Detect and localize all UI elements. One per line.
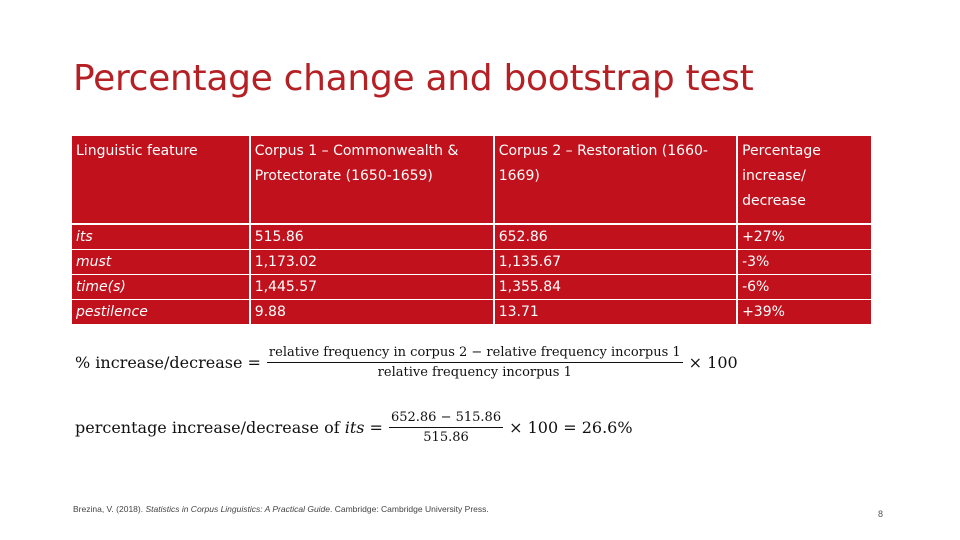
example-variable: its — [344, 418, 365, 437]
example-lhs-text: percentage increase/decrease of — [75, 418, 345, 437]
formula-fraction — [267, 345, 683, 380]
header-linguistic-feature: Linguistic feature — [72, 136, 250, 224]
feature-cell: its — [72, 224, 250, 250]
slide-title: Percentage change and bootstrap test — [73, 58, 754, 99]
header-corpus-2: Corpus 2 – Restoration (1660-1669) — [494, 136, 737, 224]
corpus-2-cell: 652.86 — [494, 224, 737, 250]
percentage-cell: +27% — [737, 224, 871, 250]
corpus-2-cell: 13.71 — [494, 300, 737, 325]
percentage-cell: -6% — [737, 275, 871, 300]
example-rhs: × 100 = 26.6% — [509, 418, 633, 437]
citation-suffix: . Cambridge: Cambridge University Press. — [330, 504, 489, 514]
formula-numerator: relative frequency in corpus 2 − relative frequency incorpus 1 — [267, 345, 683, 363]
table-row — [72, 275, 871, 300]
example-calculation — [75, 410, 633, 445]
feature-cell: pestilence — [72, 300, 250, 325]
formula-denominator: relative frequency incorpus 1 — [377, 365, 572, 380]
table-row — [72, 224, 871, 250]
table-row — [72, 300, 871, 325]
corpus-1-cell: 1,445.57 — [250, 275, 494, 300]
header-corpus-1: Corpus 1 – Commonwealth & Protectorate (1650-1659) — [250, 136, 494, 224]
percentage-formula — [75, 345, 738, 380]
header-percentage-change: Percentage increase/ decrease — [737, 136, 871, 224]
citation — [73, 504, 489, 514]
feature-cell: time(s) — [72, 275, 250, 300]
formula-rhs: × 100 — [688, 353, 738, 372]
citation-book-title: Statistics in Corpus Linguistics: A Practical Guide — [145, 504, 331, 514]
example-fraction — [389, 410, 503, 445]
example-denominator: 515.86 — [423, 430, 469, 445]
corpus-2-cell: 1,355.84 — [494, 275, 737, 300]
percentage-cell: +39% — [737, 300, 871, 325]
corpus-1-cell: 9.88 — [250, 300, 494, 325]
example-numerator: 652.86 − 515.86 — [389, 410, 503, 428]
feature-cell: must — [72, 250, 250, 275]
formula-lhs: % increase/decrease = — [75, 353, 261, 372]
table-header-row — [72, 136, 871, 224]
comparison-table — [72, 136, 871, 324]
page-number: 8 — [878, 509, 884, 519]
table-row — [72, 250, 871, 275]
corpus-2-cell: 1,135.67 — [494, 250, 737, 275]
corpus-1-cell: 1,173.02 — [250, 250, 494, 275]
example-equals: = — [364, 418, 383, 437]
corpus-1-cell: 515.86 — [250, 224, 494, 250]
percentage-cell: -3% — [737, 250, 871, 275]
citation-prefix: Brezina, V. (2018). — [73, 504, 146, 514]
